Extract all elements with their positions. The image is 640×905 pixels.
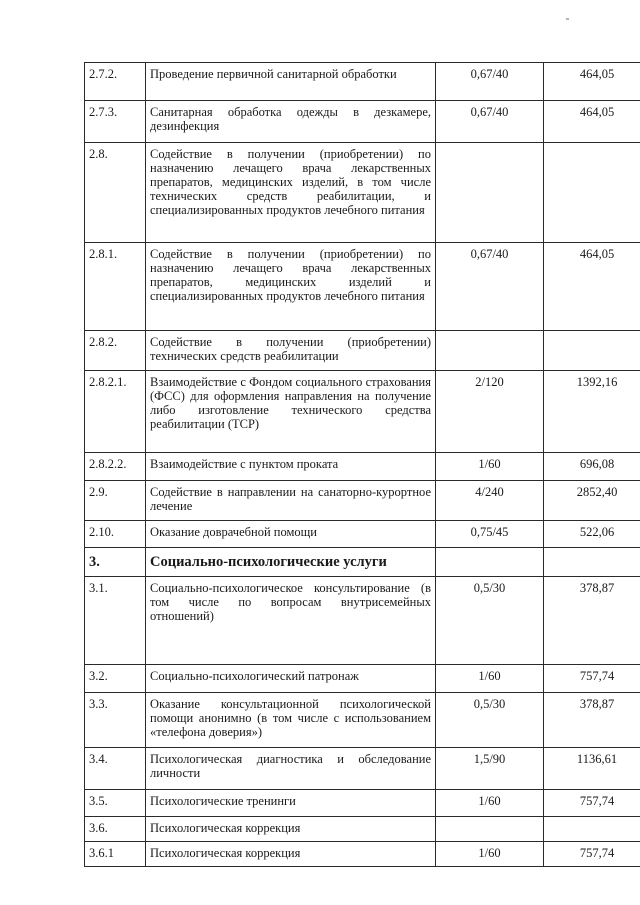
service-price: 696,08 xyxy=(544,453,640,481)
time-norm: 2/120 xyxy=(436,371,544,453)
service-price: 522,06 xyxy=(544,521,640,548)
time-norm: 0,5/30 xyxy=(436,577,544,665)
service-name: Психологические тренинги xyxy=(146,790,436,817)
time-norm: 0,5/30 xyxy=(436,693,544,748)
row-number: 2.8. xyxy=(85,143,146,243)
row-number: 2.9. xyxy=(85,481,146,521)
service-name: Психологическая коррекция xyxy=(146,842,436,867)
table-row xyxy=(85,577,640,665)
service-name: Оказание доврачебной помощи xyxy=(146,521,436,548)
time-norm: 1/60 xyxy=(436,790,544,817)
row-number: 2.10. xyxy=(85,521,146,548)
service-name: Взаимодействие с пунктом проката xyxy=(146,453,436,481)
service-price: 757,74 xyxy=(544,665,640,693)
service-price: 2852,40 xyxy=(544,481,640,521)
row-number: 2.8.2. xyxy=(85,331,146,371)
row-number: 2.7.3. xyxy=(85,101,146,143)
row-number: 3.3. xyxy=(85,693,146,748)
table-row xyxy=(85,63,640,101)
table-row xyxy=(85,842,640,867)
row-number: 2.8.1. xyxy=(85,243,146,331)
service-price xyxy=(544,548,640,577)
service-name: Содействие в получении (приобретении) по назначению лечащего врача лекарственных препаратов, медицинских изделий, в том числе технических средств реабилитации, и специализированных продуктов лечебного питания xyxy=(146,143,436,243)
table-row xyxy=(85,693,640,748)
service-name: Социально-психологическое консультирование (в том числе по вопросам внутрисемейных отношений) xyxy=(146,577,436,665)
time-norm xyxy=(436,817,544,842)
time-norm: 0,75/45 xyxy=(436,521,544,548)
services-table xyxy=(84,62,640,867)
service-name: Социально-психологический патронаж xyxy=(146,665,436,693)
service-name: Содействие в направлении на санаторно-курортное лечение xyxy=(146,481,436,521)
table-row xyxy=(85,481,640,521)
table-row xyxy=(85,790,640,817)
time-norm: 0,67/40 xyxy=(436,63,544,101)
row-number: 2.7.2. xyxy=(85,63,146,101)
service-name: Психологическая коррекция xyxy=(146,817,436,842)
section-number: 3. xyxy=(85,548,146,577)
service-price: 757,74 xyxy=(544,842,640,867)
service-price: 464,05 xyxy=(544,63,640,101)
section-header-row xyxy=(85,548,640,577)
service-name: Содействие в получении (приобретении) технических средств реабилитации xyxy=(146,331,436,371)
service-price: 1392,16 xyxy=(544,371,640,453)
time-norm xyxy=(436,331,544,371)
service-price xyxy=(544,817,640,842)
service-price: 464,05 xyxy=(544,101,640,143)
scan-speck xyxy=(566,18,569,20)
service-price: 1136,61 xyxy=(544,748,640,790)
service-name: Оказание консультационной психологической помощи анонимно (в том числе с использованием «телефона доверия») xyxy=(146,693,436,748)
service-name: Психологическая диагностика и обследование личности xyxy=(146,748,436,790)
table-row xyxy=(85,521,640,548)
table-row xyxy=(85,453,640,481)
service-price xyxy=(544,331,640,371)
time-norm xyxy=(436,143,544,243)
table-row xyxy=(85,371,640,453)
table-row xyxy=(85,143,640,243)
service-name: Взаимодействие с Фондом социального страхования (ФСС) для оформления направления на получение либо изготовление технического средства реабилитации (ТСР) xyxy=(146,371,436,453)
table-row xyxy=(85,331,640,371)
table-row xyxy=(85,243,640,331)
row-number: 2.8.2.1. xyxy=(85,371,146,453)
time-norm: 1/60 xyxy=(436,842,544,867)
table-row xyxy=(85,817,640,842)
time-norm: 1,5/90 xyxy=(436,748,544,790)
time-norm: 0,67/40 xyxy=(436,101,544,143)
service-name: Санитарная обработка одежды в дезкамере, дезинфекция xyxy=(146,101,436,143)
row-number: 3.5. xyxy=(85,790,146,817)
table-row xyxy=(85,665,640,693)
section-title: Социально-психологические услуги xyxy=(146,548,436,577)
time-norm xyxy=(436,548,544,577)
time-norm: 1/60 xyxy=(436,453,544,481)
table-row xyxy=(85,101,640,143)
row-number: 3.1. xyxy=(85,577,146,665)
row-number: 3.6. xyxy=(85,817,146,842)
service-name: Проведение первичной санитарной обработки xyxy=(146,63,436,101)
time-norm: 4/240 xyxy=(436,481,544,521)
service-price: 757,74 xyxy=(544,790,640,817)
time-norm: 1/60 xyxy=(436,665,544,693)
service-price: 378,87 xyxy=(544,693,640,748)
row-number: 2.8.2.2. xyxy=(85,453,146,481)
service-name: Содействие в получении (приобретении) по назначению лечащего врача лекарственных препаратов, медицинских изделий и специализированных продуктов лечебного питания xyxy=(146,243,436,331)
row-number: 3.2. xyxy=(85,665,146,693)
time-norm: 0,67/40 xyxy=(436,243,544,331)
row-number: 3.4. xyxy=(85,748,146,790)
service-price: 378,87 xyxy=(544,577,640,665)
row-number: 3.6.1 xyxy=(85,842,146,867)
table-row xyxy=(85,748,640,790)
service-price xyxy=(544,143,640,243)
service-price: 464,05 xyxy=(544,243,640,331)
